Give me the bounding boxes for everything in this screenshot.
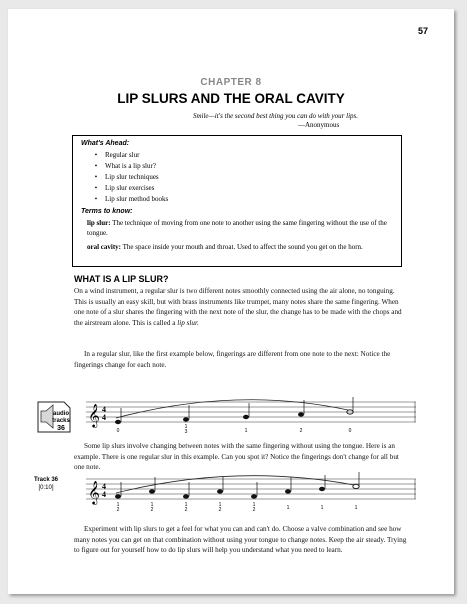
- audio-tracks-icon: [34, 398, 74, 436]
- list-item: • Lip slur exercises: [94, 184, 155, 192]
- list-item: • Regular slur: [94, 151, 140, 159]
- svg-text:1: 1: [320, 505, 324, 511]
- page: [8, 9, 454, 594]
- list-item: • Lip slur techniques: [94, 173, 159, 181]
- epigraph-quote: Smile—it's the second best thing you can do with your lips.: [192, 112, 358, 120]
- chapter-title: LIP SLURS AND THE ORAL CAVITY: [117, 91, 345, 106]
- svg-text:audio: audio: [53, 411, 69, 417]
- svg-text:1: 1: [184, 424, 188, 430]
- svg-text:2: 2: [184, 507, 188, 513]
- ahead-list: [87, 150, 387, 205]
- svg-text:1: 1: [354, 505, 358, 511]
- slur-arc: [116, 400, 348, 418]
- svg-text:36: 36: [57, 425, 65, 432]
- svg-text:2: 2: [150, 507, 154, 513]
- svg-text:1: 1: [244, 428, 248, 434]
- paragraph-3: Some lip slurs involve changing between notes with the same fingering without using the tongue. Here is an example. There is one regular slur in this example. Can you spot it? Notice the fingerings don't change for all but one note.: [74, 442, 399, 472]
- svg-text:1: 1: [286, 505, 290, 511]
- term-lip-slur: lip slur: The technique of moving from one note to another using the same fingering without the use of the tongue.: [87, 219, 387, 237]
- svg-text:2: 2: [116, 507, 120, 513]
- music-example-2: [86, 469, 416, 513]
- svg-text:1: 1: [150, 502, 154, 508]
- chapter-overview-box: [72, 135, 402, 267]
- svg-text:4: 4: [102, 490, 106, 499]
- svg-text:1: 1: [116, 502, 120, 508]
- music-example-1: [86, 392, 416, 434]
- track-label: Track 36 [0:10]: [33, 477, 59, 491]
- svg-text:0: 0: [116, 428, 120, 434]
- svg-text:0: 0: [348, 428, 352, 434]
- page-number: 57: [418, 26, 429, 36]
- term-oral-cavity: oral cavity: The space inside your mouth and throat. Used to affect the sound you get on the horn.: [87, 243, 363, 251]
- treble-clef-icon: 𝄞: [88, 480, 100, 504]
- fingerings: [117, 502, 358, 513]
- list-item: • Lip slur method books: [94, 195, 169, 203]
- svg-text:2: 2: [252, 507, 256, 513]
- svg-text:4: 4: [102, 405, 106, 414]
- chapter-label: CHAPTER 8: [200, 77, 262, 88]
- paragraph-2: In a regular slur, like the first example below, fingerings are different from one note to the next: Notice the fingerings change for each note.: [74, 350, 391, 369]
- fingerings: [117, 424, 352, 434]
- svg-text:tracks: tracks: [52, 418, 70, 424]
- paragraph-4: Experiment with lip slurs to get a feel for what you can and can't do. Choose a valve combination and see how many notes you can get on that combination without using your tongue to change notes. Keep the air steady. Trying to figure out for yourself how to do lip slurs will help you understand what you need to learn.: [74, 525, 407, 555]
- svg-text:1: 1: [252, 502, 256, 508]
- svg-text:1: 1: [218, 502, 222, 508]
- svg-text:1: 1: [184, 502, 188, 508]
- svg-text:2: 2: [218, 507, 222, 513]
- list-item: • What is a lip slur?: [94, 162, 156, 170]
- svg-text:3: 3: [184, 429, 188, 434]
- whats-ahead-heading: What's Ahead:: [81, 140, 130, 147]
- notes: [115, 397, 353, 424]
- svg-text:4: 4: [102, 413, 106, 422]
- treble-clef-icon: 𝄞: [88, 403, 100, 427]
- epigraph-attribution: —Anonymous: [298, 121, 340, 129]
- svg-text:4: 4: [102, 482, 106, 491]
- paragraph-1: On a wind instrument, a regular slur is two different notes smoothly connected using the air alone, no tonguing. This is usually an easy skill, but with brass instruments like trumpet, many notes share the same fingering. When one note of a slur shares the fingering with the next note of the slur, the change has to be made with the chops and the airstream alone. This is called a lip slur.: [74, 287, 402, 327]
- svg-text:2: 2: [299, 428, 303, 434]
- section-heading: WHAT IS A LIP SLUR?: [74, 274, 169, 284]
- terms-heading: Terms to know:: [81, 208, 133, 215]
